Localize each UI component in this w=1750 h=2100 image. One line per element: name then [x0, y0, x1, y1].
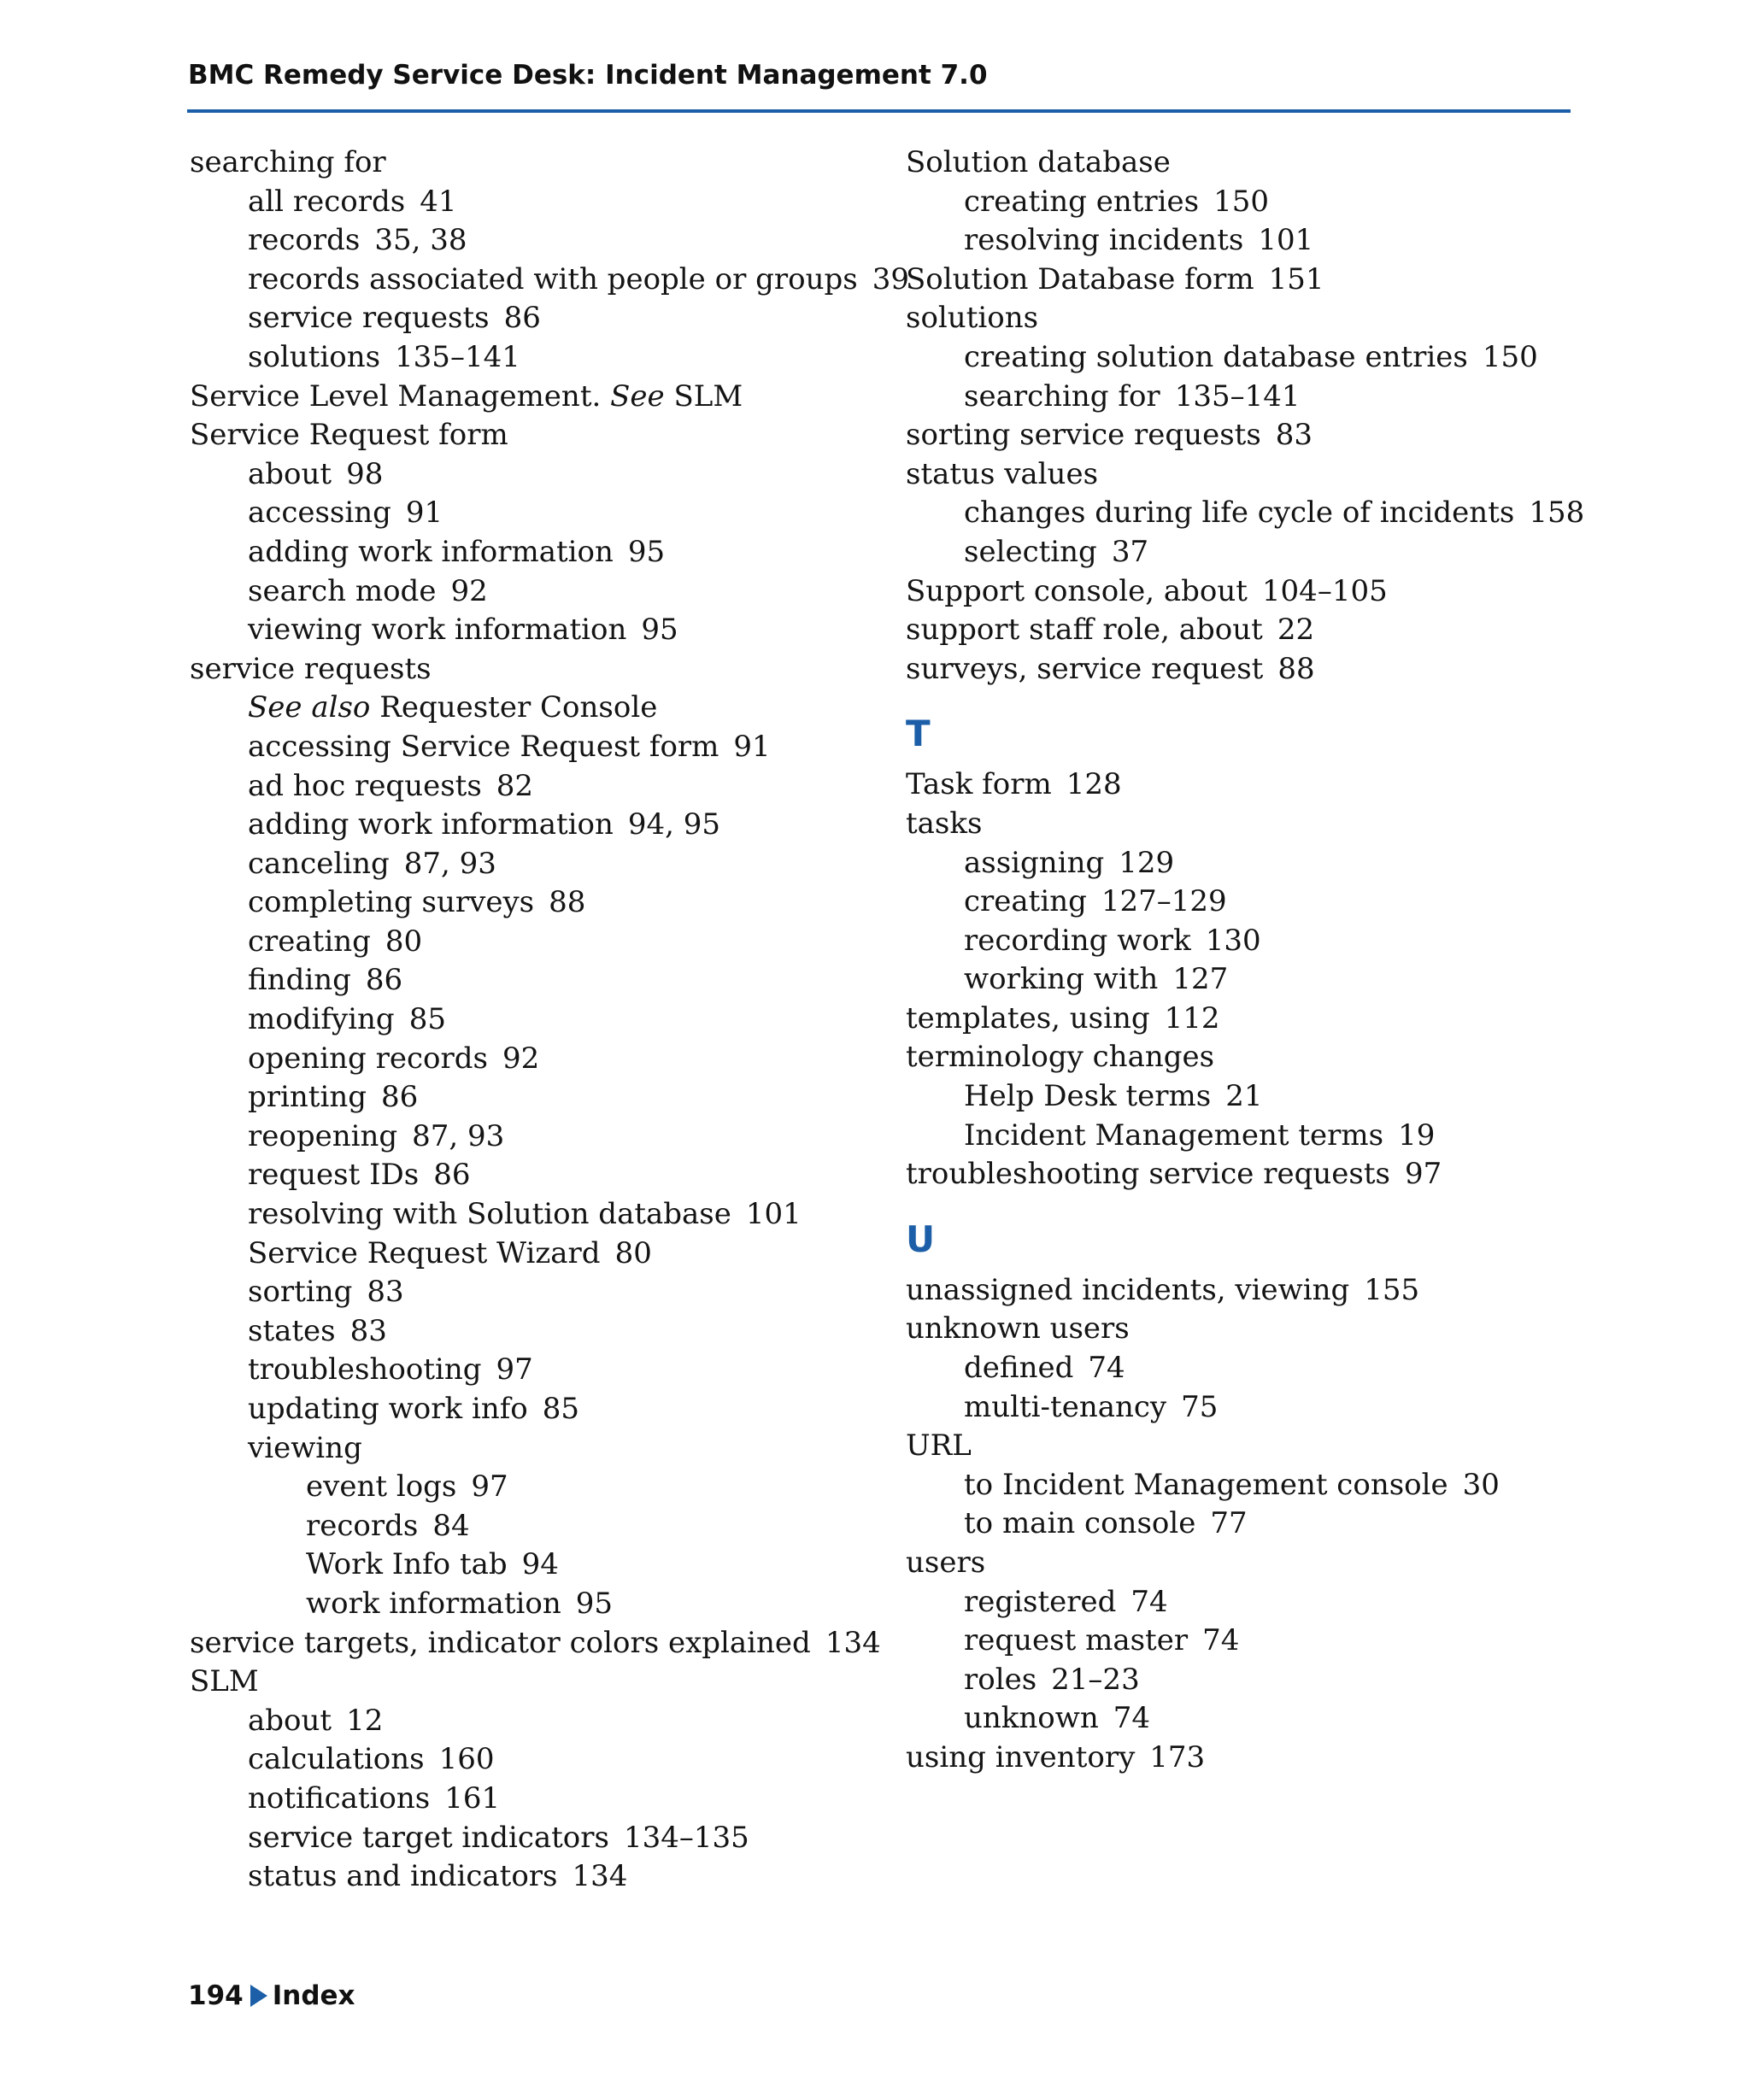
index-entry: [906, 650, 1555, 689]
index-entry: [190, 1468, 873, 1507]
page-numbers: 30: [1462, 1467, 1500, 1502]
index-entry: [906, 299, 1555, 338]
index-entry: [190, 1312, 873, 1352]
page-numbers: 88: [549, 885, 586, 920]
page-numbers: 86: [433, 1158, 471, 1193]
index-term: ad hoc requests: [248, 768, 482, 803]
page-numbers: 160: [438, 1742, 495, 1777]
index-entry: [906, 1661, 1555, 1700]
page-numbers: 74: [1202, 1623, 1240, 1658]
page-numbers: 21–23: [1051, 1662, 1140, 1697]
index-term: solutions: [906, 301, 1039, 336]
index-entry: [906, 494, 1585, 533]
index-entry: [190, 1702, 873, 1741]
index-entry: [190, 1819, 873, 1858]
index-entry: [190, 378, 873, 417]
index-entry: [190, 572, 873, 612]
page-numbers: 104–105: [1261, 573, 1388, 608]
index-entry: [190, 1429, 873, 1469]
index-term: Help Desk terms: [964, 1079, 1212, 1114]
page-numbers: 19: [1398, 1117, 1436, 1153]
index-term: event logs: [306, 1469, 457, 1505]
index-entry: [906, 1739, 1555, 1778]
index-entry: [190, 1273, 873, 1312]
index-entry: [190, 1780, 873, 1819]
section-label: Index: [272, 1980, 355, 2011]
index-term: support staff role, about: [906, 613, 1263, 648]
page-numbers: 155: [1364, 1272, 1420, 1307]
index-entry: [190, 1624, 881, 1663]
page-numbers: 97: [1404, 1157, 1442, 1192]
index-entry: [190, 1546, 873, 1585]
index-term: request IDs: [248, 1158, 420, 1193]
index-term: adding work information: [248, 534, 614, 569]
index-entry: [906, 1155, 1555, 1194]
page-numbers: 95: [575, 1586, 613, 1621]
index-entry: [906, 572, 1555, 612]
page-numbers: 74: [1088, 1351, 1125, 1386]
index-entry: [190, 1740, 873, 1780]
index-entry: [190, 1663, 873, 1702]
index-entry: [906, 1000, 1555, 1039]
index-term: users: [906, 1546, 986, 1580]
arrow-right-icon: [250, 1985, 267, 2007]
index-term: accessing Service Request form: [248, 729, 719, 764]
index-term: records: [248, 223, 361, 258]
index-entry: [906, 960, 1555, 1000]
section-letter: T: [906, 713, 931, 755]
index-term: Service Request form: [190, 418, 508, 453]
page-numbers: 80: [385, 924, 423, 959]
index-term: resolving with Solution database: [248, 1197, 731, 1232]
see-target: SLM: [673, 378, 743, 414]
header-rule: [187, 109, 1571, 113]
page-numbers: 85: [408, 1002, 446, 1037]
index-entry: [190, 806, 873, 845]
index-entry: [190, 1156, 873, 1195]
page-numbers: 12: [346, 1703, 384, 1738]
index-term: selecting: [964, 534, 1097, 569]
index-entry: [190, 1040, 873, 1079]
page-numbers: 84: [432, 1508, 470, 1543]
index-entry: [906, 261, 1555, 300]
page-numbers: 77: [1210, 1506, 1248, 1541]
index-entry: [190, 845, 873, 884]
index-term: recording work: [964, 923, 1191, 958]
page-numbers: 112: [1164, 1000, 1220, 1035]
page-numbers: 92: [450, 573, 488, 608]
index-term: finding: [248, 963, 351, 998]
index-entry: [906, 1622, 1555, 1661]
page-numbers: 101: [1258, 223, 1314, 258]
index-term: Support console, about: [906, 573, 1248, 608]
page-numbers: 97: [471, 1469, 508, 1505]
index-entry: [190, 1390, 873, 1429]
page-numbers: 130: [1205, 923, 1261, 958]
index-entry: [906, 221, 1555, 261]
index-term: working with: [964, 962, 1159, 997]
index-entry: [906, 883, 1555, 922]
index-term: Incident Management terms: [964, 1117, 1384, 1153]
see-reference: See: [610, 378, 665, 414]
index-entry: [190, 767, 873, 807]
page-numbers: 151: [1268, 261, 1324, 296]
page-numbers: 92: [502, 1041, 540, 1076]
index-entry: [906, 1077, 1555, 1117]
index-entry: [906, 805, 1555, 844]
index-entry: [906, 766, 1555, 805]
index-column-left: [190, 144, 909, 1897]
page-numbers: 128: [1066, 767, 1122, 802]
index-term: about: [248, 456, 332, 491]
index-entry: [190, 299, 873, 338]
index-term: creating: [964, 884, 1087, 919]
index-term: request master: [964, 1623, 1189, 1658]
index-term: SLM: [190, 1664, 259, 1699]
page-numbers: 41: [420, 184, 457, 219]
index-entry: [190, 1351, 873, 1390]
index-term: updating work info: [248, 1392, 528, 1426]
index-term: multi-tenancy: [964, 1389, 1167, 1424]
page-numbers: 86: [381, 1080, 419, 1115]
index-entry: [190, 455, 873, 495]
page-numbers: 129: [1119, 845, 1175, 880]
index-term: to Incident Management console: [964, 1467, 1448, 1502]
index-entry: [190, 611, 873, 650]
index-term: all records: [248, 184, 406, 219]
index-entry: [190, 338, 873, 378]
index-entry: [906, 1427, 1555, 1466]
index-term: troubleshooting: [248, 1352, 482, 1387]
index-term: records associated with people or groups: [248, 261, 858, 296]
index-term: URL: [906, 1428, 972, 1464]
page-numbers: 94, 95: [627, 807, 721, 842]
page-numbers: 127: [1172, 962, 1229, 997]
index-term: using inventory: [906, 1739, 1136, 1774]
page-numbers: 87, 93: [403, 846, 496, 881]
page-numbers: 173: [1149, 1739, 1206, 1774]
index-entry: [190, 1235, 873, 1274]
page-numbers: 21: [1225, 1079, 1263, 1114]
page-numbers: 161: [444, 1780, 501, 1816]
index-entry: [190, 533, 873, 572]
page-numbers: 95: [641, 613, 678, 648]
index-term: Work Info tab: [306, 1547, 508, 1582]
see-target: Requester Console: [379, 690, 658, 725]
index-term: registered: [964, 1584, 1117, 1619]
see-reference: See also: [248, 690, 371, 725]
index-term: defined: [964, 1351, 1074, 1386]
page-numbers: 75: [1181, 1389, 1219, 1424]
index-entry: [190, 961, 873, 1000]
index-term: troubleshooting service requests: [906, 1157, 1390, 1192]
index-entry: [190, 883, 873, 923]
page-numbers: 86: [365, 963, 403, 998]
index-term: surveys, service request: [906, 651, 1264, 686]
page-numbers: 127–129: [1101, 884, 1227, 919]
index-term: reopening: [248, 1118, 398, 1153]
page-numbers: 88: [1277, 651, 1315, 686]
page-numbers: 83: [367, 1275, 404, 1310]
index-term: viewing: [248, 1430, 362, 1465]
index-term: tasks: [906, 806, 983, 841]
page-numbers: 101: [745, 1197, 802, 1232]
index-term: Task form: [906, 767, 1052, 802]
page-numbers: 83: [1275, 418, 1313, 453]
index-term: records: [306, 1508, 419, 1543]
index-entry: [190, 261, 909, 300]
page-numbers: 22: [1277, 613, 1315, 648]
index-term: viewing work information: [248, 613, 627, 648]
index-term: notifications: [248, 1780, 431, 1816]
index-entry: [190, 650, 873, 689]
index-entry: [906, 922, 1555, 961]
index-term: sorting service requests: [906, 418, 1261, 453]
index-term: printing: [248, 1080, 367, 1115]
index-term: states: [248, 1313, 336, 1348]
section-letter: U: [906, 1217, 936, 1260]
page-numbers: 91: [405, 496, 443, 531]
page-numbers: 35, 38: [374, 223, 467, 258]
index-term: service target indicators: [248, 1820, 609, 1855]
page-numbers: 87, 93: [412, 1118, 505, 1153]
index-term: Service Level Management.: [190, 378, 602, 414]
page-numbers: 134–135: [623, 1820, 749, 1855]
index-term: assigning: [964, 845, 1105, 880]
page-numbers: 158: [1529, 496, 1585, 531]
index-term: opening records: [248, 1041, 488, 1076]
index-entry: [906, 1271, 1555, 1311]
index-term: work information: [306, 1586, 561, 1621]
index-entry: [906, 378, 1555, 417]
page-numbers: 80: [614, 1235, 652, 1270]
index-column-right: [906, 144, 1585, 1778]
index-entry: [906, 1349, 1555, 1388]
index-entry: [190, 183, 873, 222]
index-entry: [906, 1583, 1555, 1622]
page-numbers: 134: [572, 1859, 628, 1894]
index-entry: [190, 923, 873, 962]
index-term: searching for: [190, 145, 386, 179]
page-numbers: 150: [1482, 339, 1538, 374]
index-term: about: [248, 1703, 332, 1738]
index-term: adding work information: [248, 807, 614, 842]
index-entry: [190, 728, 873, 767]
index-entry: [190, 1000, 873, 1040]
index-entry: [190, 1078, 873, 1117]
index-entry: [906, 1388, 1555, 1428]
page-numbers: 135–141: [1174, 378, 1301, 414]
index-entry: [906, 844, 1555, 883]
index-entry: [190, 1117, 873, 1157]
index-term: solutions: [248, 339, 381, 374]
index-term: creating entries: [964, 184, 1200, 219]
page-footer: [188, 1980, 355, 2011]
page-numbers: 82: [496, 768, 534, 803]
index-term: creating: [248, 924, 371, 959]
index-term: Solution Database form: [906, 261, 1254, 296]
index-entry: [906, 1117, 1555, 1156]
page-numbers: 83: [349, 1313, 387, 1348]
index-term: calculations: [248, 1742, 425, 1777]
index-entry: [906, 1505, 1555, 1544]
index-entry: [906, 1310, 1555, 1349]
index-entry: [906, 1699, 1555, 1739]
index-term: searching for: [964, 378, 1160, 414]
index-entry: [190, 416, 873, 455]
index-entry: [190, 1585, 873, 1624]
index-term: status and indicators: [248, 1859, 558, 1894]
index-entry: [190, 221, 873, 261]
index-term: Service Request Wizard: [248, 1235, 601, 1270]
index-term: to main console: [964, 1506, 1196, 1541]
index-term: completing surveys: [248, 885, 535, 920]
index-entry: [190, 1195, 873, 1235]
page-numbers: 134: [825, 1625, 881, 1660]
index-entry: [190, 1857, 873, 1897]
index-entry: [906, 416, 1555, 455]
index-entry: [906, 1466, 1555, 1505]
index-term: unassigned incidents, viewing: [906, 1272, 1350, 1307]
page-numbers: 94: [521, 1547, 559, 1582]
index-term: Solution database: [906, 145, 1171, 179]
index-term: creating solution database entries: [964, 339, 1468, 374]
index-entry: [906, 144, 1555, 183]
index-term: service requests: [190, 651, 432, 686]
page-numbers: 85: [542, 1392, 580, 1426]
index-entry: [906, 455, 1555, 495]
index-entry: [190, 689, 873, 728]
index-term: search mode: [248, 573, 437, 608]
index-entry: [190, 144, 873, 183]
page-numbers: 135–141: [395, 339, 520, 374]
page-numbers: 98: [346, 456, 384, 491]
index-entry: [906, 338, 1555, 378]
index-entry: [906, 183, 1555, 222]
index-term: templates, using: [906, 1000, 1150, 1035]
page-number: 194: [188, 1980, 244, 2011]
page-numbers: 74: [1113, 1701, 1151, 1736]
page-numbers: 86: [503, 301, 541, 336]
index-term: modifying: [248, 1002, 395, 1037]
index-entry: [906, 1038, 1555, 1077]
page-numbers: 74: [1130, 1584, 1168, 1619]
running-header: BMC Remedy Service Desk: Incident Management 7.0: [188, 60, 988, 91]
index-term: changes during life cycle of incidents: [964, 496, 1515, 531]
index-entry: [906, 611, 1555, 650]
page-numbers: 97: [496, 1352, 533, 1387]
index-term: unknown: [964, 1701, 1099, 1736]
index-entry: [190, 1507, 873, 1546]
index-entry: [906, 1544, 1555, 1583]
page-numbers: 37: [1111, 534, 1149, 569]
index-term: service targets, indicator colors explained: [190, 1625, 811, 1660]
index-term: unknown users: [906, 1311, 1130, 1346]
page-numbers: 150: [1213, 184, 1269, 219]
index-term: sorting: [248, 1275, 353, 1310]
index-term: service requests: [248, 301, 490, 336]
index-term: roles: [964, 1662, 1037, 1697]
index-term: terminology changes: [906, 1040, 1215, 1075]
page-numbers: 95: [627, 534, 666, 569]
index-term: resolving incidents: [964, 223, 1244, 258]
page-numbers: 39: [872, 261, 909, 296]
index-entry: [906, 533, 1555, 572]
index-term: canceling: [248, 846, 390, 881]
page-numbers: 91: [733, 729, 771, 764]
index-term: status values: [906, 456, 1099, 491]
index-term: accessing: [248, 496, 391, 531]
index-entry: [190, 494, 873, 533]
